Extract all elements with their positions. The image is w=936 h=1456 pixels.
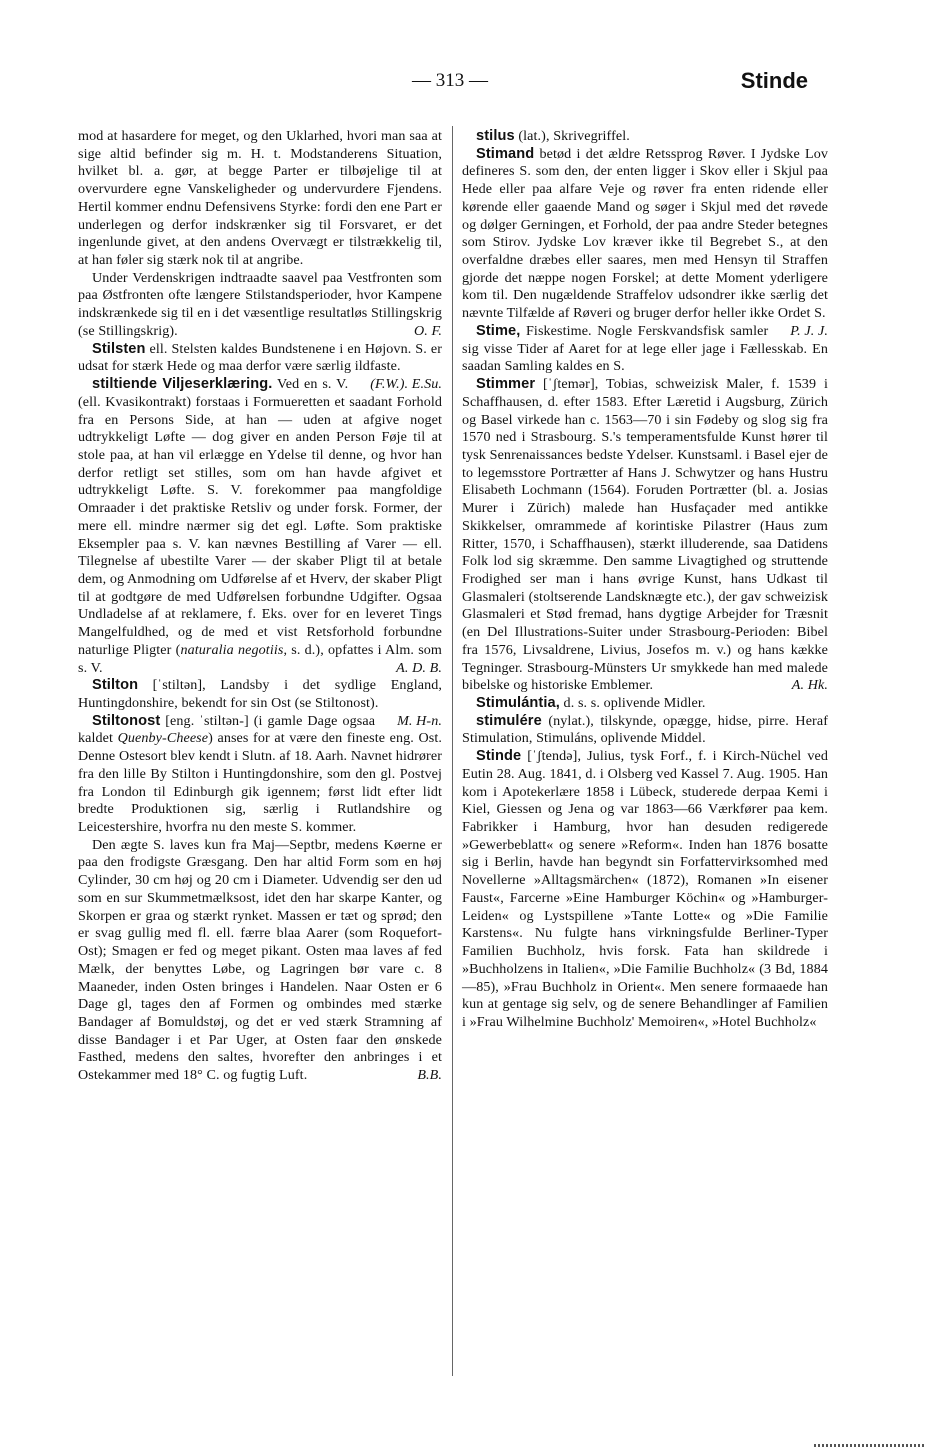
entry-text: Fiskestime. Nogle Ferskvandsfisk samler sig visse Tider af Aaret for at lege eller jage i Fællesskab. En saadan Samling kaldes en S. — [462, 322, 828, 375]
headword: Stimand — [476, 145, 535, 162]
author-signature: B.B. — [417, 1067, 442, 1084]
headword: Stilton — [92, 677, 139, 694]
author-signature: M. H-n. — [397, 712, 442, 729]
entry-text: (nylat.), tilskynde, opægge, hidse, pirre. Heraf Stimulation, Stimuláns, oplivende Middel. — [462, 712, 828, 747]
author-signature: P. J. J. — [790, 322, 828, 339]
entry-text: [ˈʃtemər], Tobias, schweizisk Maler, f. 1539 i Schaffhausen, d. efter 1583. Efter Læretid i Augsburg, Zürich og Basel virkede han c. 1563—70 i sin Fødeby og slog sig fra 1570 ned i Strasbourg. S.'s temperamentsfulde Kunst hører til tysk Senrenaissances bedste Ydelser. Kunstsaml. i Basel ejer de to legemsstore Portrætter af Hans J. Schwytzer og hans Hustru Elisabeth Lochmann (1564). Foruden Portrætter (bl. a. Josias Murer i Zürich) malede han Husfaçader med antikke Skikkelser, omrammede af korintiske Pilastrer (Haus zum Ritter, 1570, i Schaffhausen), stærkt illuderende, saa Datidens Folk lod sig skræmme. Den samme Livagtighed og struttende Frodighed ser man i hans øvrige Kunst, hans Udkast til Glasmaleri (stoltserende Landsknægte etc.), der gav schweizisk Glasmaleri et Stød fremad, hans dygtige Arbejder for Træsnit (en Del Illustrations-Suiter under Strasbourg-Perioden: Bibel fra 1576, Livsaldrene, Livius, Josefos m. v.) og hans kække Tegninger. Strasbourg-Münsters Ur smykkede han med malede bibelske og historiske Emblemer. — [462, 376, 828, 694]
column-divider — [452, 126, 453, 1376]
paragraph-text: Under Verdenskrigen indtraadte saavel paa Vestfronten som paa Østfronten ofte længere Stilstandsperioder, hvor Kampene indskrænkede sig til en i det væsentlige resultatløs Stillingskrig (se Stillingskrig). — [78, 269, 442, 339]
entry-text: Ved en s. V. (ell. Kvasikontrakt) forstaas i Formueretten et saadant Forhold fra en Persons Side, at han — uden at afgive noget udtrykkeligt Løfte — dog giver en anden Person Føje til at stole paa, at han vil erlægge en Ydelse til denne, og hvor han derfor retligt set stilles, som om han havde afgivet et udtrykkeligt Løfte. S. V. forekommer paa mangfoldige Omraader i det praktiske Retsliv og under forsk. Former, der mere ell. mindre nærmer sig det egl. Løfte. Som praktiske Eksempler paa s. V. kan nævnes Bestilling af Varer — ell. Tilegnelse af ubestilte Varer — der skaber Pligt til at betale dem, og Anmodning om Udførelse af et Hverv, der skaber Pligt til at godtgøre de med Udførelsen forbundne Udgifter. Ogsaa Undladelse af at reklamere, f. Eks. over for en leveret Tings Mangelfuldhed, og de med et vist Retsforhold forbundne naturlige Pligter ( — [78, 376, 442, 658]
headword: stimulére — [476, 712, 542, 729]
headword: stilus — [476, 128, 515, 144]
entry-text: (lat.), Skrivegriffel. — [518, 128, 630, 144]
headword: Stimmer — [476, 376, 536, 393]
page-number: — 313 — — [412, 70, 488, 91]
headword: Stilsten — [92, 340, 146, 357]
entry-text: ) anses for at være den fineste eng. Ost. Denne Ostesort blev kendt i Slutn. af 18. Aarh. Navnet hidrører fra den lille By Stilton i Huntingdonshire, som den gl. Postvej fra London til Edinburgh gik igennem; først lidt efter lidt bredte Produktionen sig, særlig i Rutlandshire og Leicestershire, hvorfra nu den meste S. kommer. — [78, 730, 442, 836]
entry-stinde — [462, 748, 828, 1032]
entry-stiltonost — [78, 713, 442, 837]
right-column — [462, 128, 828, 1032]
entry-text: [ˈʃtendə], Julius, tysk Forf., f. i Kirch-Nüchel ved Eutin 28. Aug. 1841, d. i Olsberg ved Kassel 7. Aug. 1905. Han kom i Apotekerlære 1858 i Lübeck, studerede derpaa Kemi i Kiel, Giessen og Jena og var 1863—66 Værkfører paa kem. Fabrikker i Hamburg, hvor han desuden redigerede »Gewerbeblatt« og senere »Reform«. Inden han 1876 bosatte sig i Berlin, havde han begyndt sin Forfattervirksomhed med Novellerne »Alltagsmärchen« (1872), Romanen »In eisener Faust«, Farcerne »Eine Hamburger Köchin« og »Hamburger-Leiden« og Lystspillene »Tante Lotte« og »Die Familie Karstens«. Nu fulgte hans virkningsfulde Berliner-Typer Familien Buchholz, hvis forsk. Fata han skildrede i »Buchholzens in Italien«, »Die Familie Buchholz« (3 Bd, 1884—85), »Frau Buchholz in Orient«. Men senere formaaede han kun at gentage sig selv, og de senere Behandlinger af Familien i »Frau Wilhelmine Buchholz' Memoiren«, »Hotel Buchholz« — [462, 748, 829, 1030]
running-head: Stinde — [740, 68, 808, 93]
paragraph: mod at hasardere for meget, og den Uklarhed, hvori man saa at sige altid befinder sig m. H. t. Modstanderens Situation, hvilket bl. a. gør, at begge Parter er tilbøjelige til at overvurdere egne Vanskeligheder og undervurdere Fjendens. Hertil kommer endnu Defensivens Styrke: fordi den ene Part er underlegen og derfor indskrænker sig til Forsvaret, er det ingenlunde givet, at den andens Overvægt er tilstrækkelig til, at han føler sig stærk nok til at angribe. — [78, 128, 442, 269]
entry-text: [eng. ˈstiltən-] (i gamle Dage ogsaa kaldet — [78, 712, 376, 747]
entry-stimmer — [462, 376, 828, 695]
entry-text: [ˈstiltən], Landsby i det sydlige England, Huntingdonshire, bekendt for sin Ost (se Stiltonost). — [78, 677, 442, 711]
entry-stilton — [78, 677, 442, 729]
entry-text: betød i det ældre Retssprog Røver. I Jydske Lov defineres S. som den, der enten ligger i Skov eller i Skjul paa Hede eller paa alfare Veje og røver fra enten ridende eller kørende eller gaaende Mand og søger i Skjul med det røvede og dølger Gerningen, et Forhold, der paa andre Steder betegnes som Stirov. Jydske Lov kræver ikke til Begrebet S., at den overfaldne dræbes eller saares, men med Hensyn til Straffen gjorde det næppe nogen Forskel; at dette Moment yderligere kom til. Den nugældende Straffelov udsondrer ikke særlig det nævnte Tilfælde af Røveri og bruger derfor heller ikke Ordet S. — [462, 145, 828, 322]
entry-stimulantia — [462, 695, 828, 713]
entry-viljeserklaering — [78, 376, 442, 677]
entry-text: d. s. s. oplivende Midler. — [563, 695, 706, 711]
author-signature: A. D. B. — [396, 659, 442, 676]
paragraph — [78, 837, 442, 1085]
entry-italic: naturalia negotiis — [180, 641, 284, 658]
headword: Stiltonost — [92, 712, 161, 729]
paragraph — [78, 270, 442, 341]
author-signature: O. F. — [413, 322, 442, 339]
headword: Stinde — [476, 748, 522, 765]
page-header — [0, 70, 936, 100]
headword: stiltiende Viljeserklæring. — [92, 376, 273, 393]
headword: Stimulántia, — [476, 695, 560, 711]
author-signature: (F.W.). E.Su. — [370, 376, 442, 393]
headword: Stime, — [476, 322, 521, 339]
paragraph-text: Den ægte S. laves kun fra Maj—Septbr, medens Køerne er paa den frodigste Græsgang. Den har altid Form som en høj Cylinder, 30 cm høj og 20 cm i Diameter. Udvendig ser den ud som en sur Skummetmælksost, idet den har skarpe Kanter, og Skorpen er graa og stærkt rynket. Massen er tæt og sprød; den er svag gullig med fl. ell. færre blaa Aarer (som Roquefort-Ost); Smagen er fed og meget pikant. Osten maa laves af fed Mælk, der benyttes Løbe, og Lagringen bør vare c. 8 Maaneder, inden Osten bringes i Handelen. Naar Osten er 6 Dage gl, tages den af Formen og ombindes med stærke Bandager af Bomuldstøj, og det er ved stærk Stramning af disse Bandager i et Par Uger, at Osten faar den ønskede Fasthed, medens den saltes, hvorefter den anbringes i et Ostekammer med 18° C. og fugtig Luft. — [78, 836, 442, 1084]
left-column — [78, 128, 442, 1085]
entry-text: ell. Stelsten kaldes Bundstenene i en Højovn. S. er udsat for stærk Hede og maa derfor være særlig ildfaste. — [78, 340, 442, 375]
author-signature: A. Hk. — [791, 677, 828, 694]
scan-edge-mark — [814, 1444, 924, 1447]
entry-text: , s. d.), opfattes i Alm. som s. V. — [78, 641, 442, 676]
entry-stilus — [462, 128, 828, 146]
entry-stimulere — [462, 713, 828, 748]
entry-italic: Quenby-Cheese — [117, 730, 209, 747]
